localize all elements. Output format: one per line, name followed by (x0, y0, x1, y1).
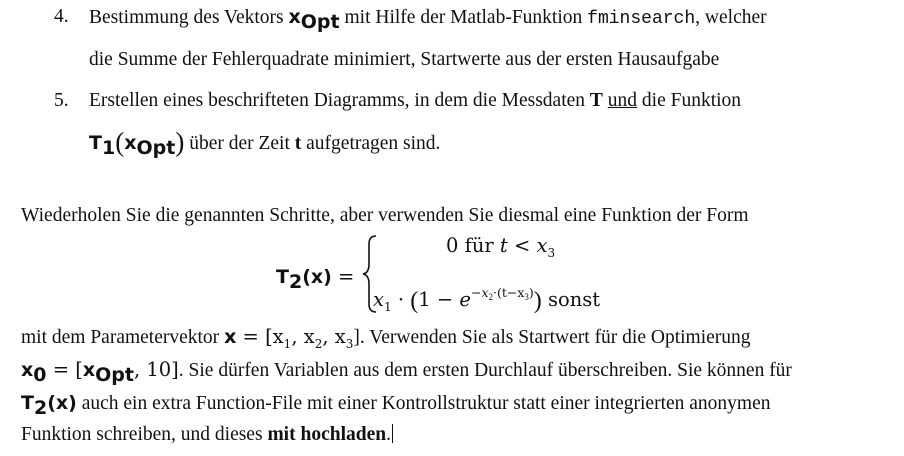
paragraph-line-4: Funktion schreiben, und dieses mit hochladen. (21, 424, 391, 445)
function-symbol: T (89, 132, 102, 154)
list-item-4-line2: die Summe der Fehlerquadrate minimiert, Startwerte aus der ersten Hausaufgabe (89, 49, 720, 70)
paragraph-line-2: $x_0 = [x_{Opt}$, 10]. Sie dürfen Variablen aus dem ersten Durchlauf überschreiben. Sie können für (21, 358, 792, 386)
paragraph-intro: Wiederholen Sie die genannten Schritte, aber verwenden Sie diesmal eine Funktion der Form (21, 205, 749, 226)
list-item-5-line1 (89, 90, 741, 112)
formula-lhs: $T_2(x)$ = (276, 265, 355, 293)
vector-subscript: Opt (300, 11, 340, 33)
symbol-T: T (589, 90, 603, 111)
text-cursor[interactable] (392, 424, 393, 443)
text: Bestimmung des Vektors (89, 7, 289, 28)
formula-case-2: $x_1 \cdot (1 - e^{-x_2\cdot(t-x_3)})$ sonst (373, 285, 601, 314)
list-number: 5. (54, 90, 69, 111)
paragraph-line-3: $T_2(x)$ auch ein extra Function-File mit einer Kontrollstruktur statt einer integrierten anonymen (21, 392, 771, 419)
code-function-name: fminsearch (587, 9, 696, 29)
vector-symbol: x (288, 6, 301, 28)
paragraph-line-1: mit dem Parametervektor $x = [x_1$, $x_2$, $x_3$]. Verwenden Sie als Startwert für die Optimierung (21, 325, 751, 351)
text: Erstellen eines beschrifteten Diagramms, in dem die Messdaten (89, 90, 590, 111)
formula-case-1: 0 für $t < x_3$ (446, 234, 556, 260)
text: , welcher (695, 7, 767, 28)
text: die Funktion (637, 90, 742, 111)
exponent: −x2·(t−x3) (470, 285, 534, 302)
bold-upload-text: mit hochladen (267, 424, 387, 445)
list-number: 4. (54, 6, 69, 27)
underlined-word: und (607, 90, 638, 111)
list-item-5-line2: $T_1(x_{Opt})$ über der Zeit t aufgetragen sind. (89, 127, 441, 159)
list-item-4-line1 (89, 6, 767, 33)
text: mit Hilfe der Matlab-Funktion (339, 7, 588, 28)
